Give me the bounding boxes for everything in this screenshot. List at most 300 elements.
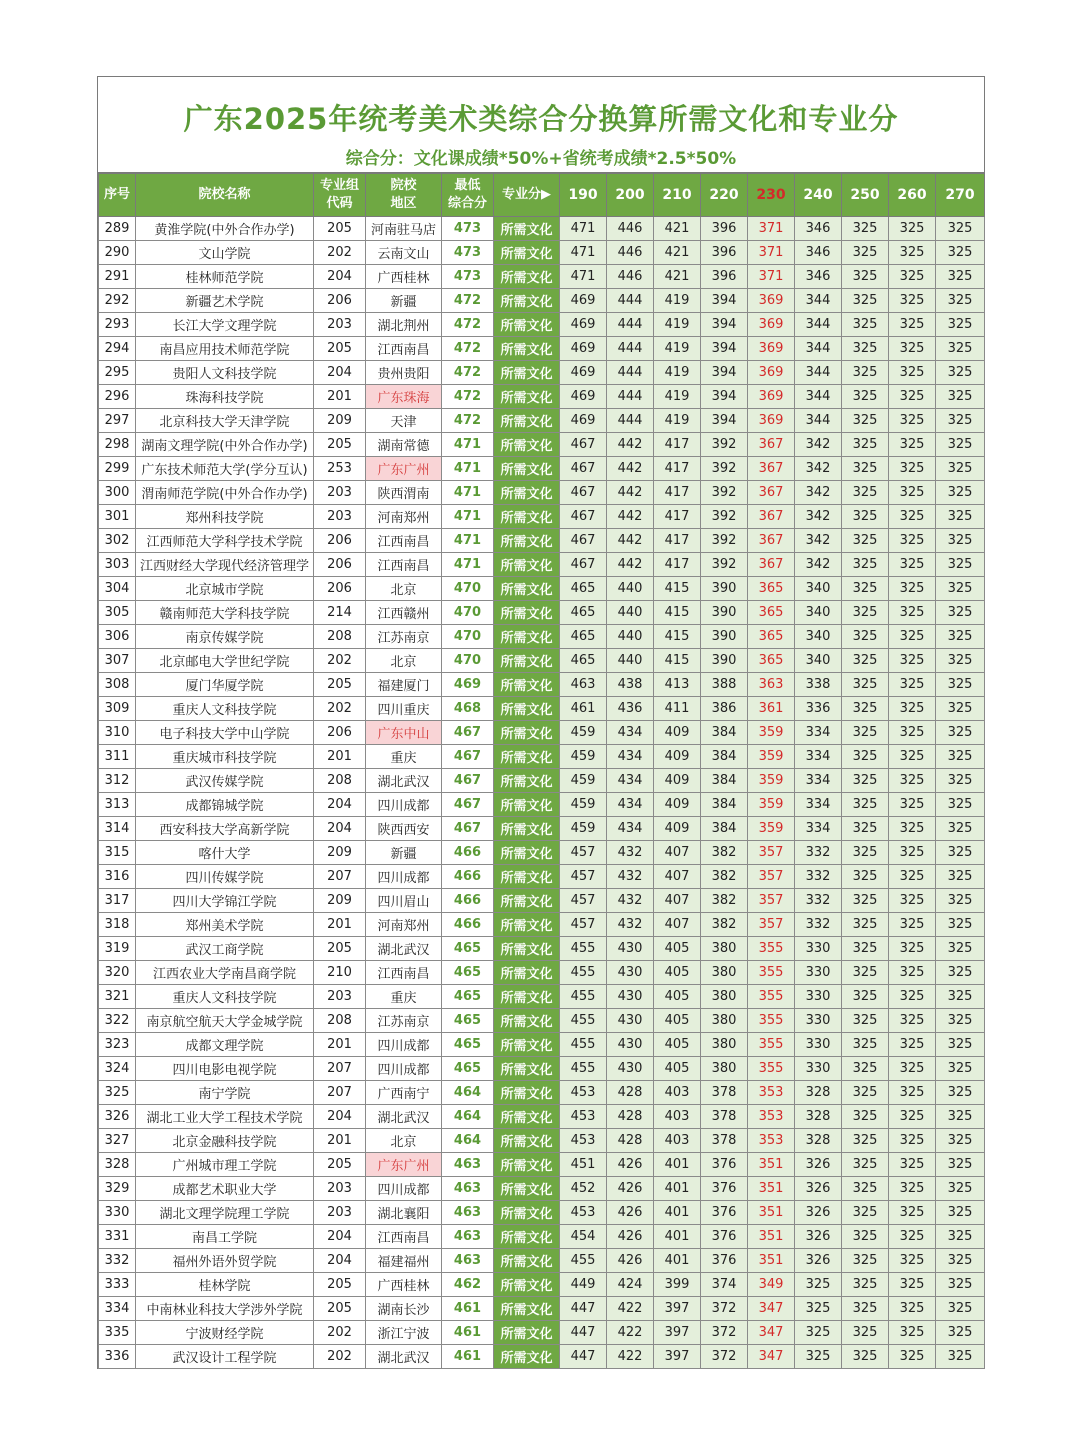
culture-score-200: 430	[607, 937, 654, 961]
table-row	[99, 361, 985, 385]
culture-score-260: 325	[889, 337, 936, 361]
min-composite-score: 472	[442, 337, 494, 361]
culture-score-270: 325	[936, 361, 985, 385]
culture-score-200: 426	[607, 1177, 654, 1201]
culture-score-270: 325	[936, 1321, 985, 1345]
culture-score-240: 344	[795, 361, 842, 385]
culture-score-240: 325	[795, 1273, 842, 1297]
culture-score-250: 325	[842, 217, 889, 241]
culture-score-200: 440	[607, 577, 654, 601]
table-row	[99, 1105, 985, 1129]
culture-score-210: 409	[654, 817, 701, 841]
table-row	[99, 625, 985, 649]
header-score-270: 270	[936, 174, 985, 217]
culture-score-210: 413	[654, 673, 701, 697]
culture-score-210: 417	[654, 529, 701, 553]
culture-score-220: 382	[701, 913, 748, 937]
culture-score-230: 371	[748, 217, 795, 241]
school-region: 河南郑州	[366, 913, 442, 937]
culture-score-260: 325	[889, 1009, 936, 1033]
culture-score-260: 325	[889, 289, 936, 313]
culture-score-270: 325	[936, 529, 985, 553]
school-name: 贵阳人文科技学院	[136, 361, 314, 385]
culture-score-220: 394	[701, 337, 748, 361]
need-culture-label: 所需文化	[494, 721, 560, 745]
culture-score-260: 325	[889, 433, 936, 457]
culture-score-260: 325	[889, 937, 936, 961]
min-composite-score: 466	[442, 889, 494, 913]
culture-score-270: 325	[936, 1129, 985, 1153]
row-index: 330	[99, 1201, 136, 1225]
culture-score-220: 380	[701, 937, 748, 961]
school-name: 成都文理学院	[136, 1033, 314, 1057]
header-major-label: 专业分▶	[494, 174, 560, 217]
culture-score-230: 359	[748, 817, 795, 841]
culture-score-210: 419	[654, 361, 701, 385]
school-region: 福建福州	[366, 1249, 442, 1273]
culture-score-220: 394	[701, 313, 748, 337]
row-index: 294	[99, 337, 136, 361]
school-name: 湖北工业大学工程技术学院	[136, 1105, 314, 1129]
culture-score-220: 384	[701, 769, 748, 793]
culture-score-250: 325	[842, 601, 889, 625]
school-region: 河南郑州	[366, 505, 442, 529]
culture-score-200: 432	[607, 841, 654, 865]
culture-score-260: 325	[889, 1201, 936, 1225]
culture-score-260: 325	[889, 1057, 936, 1081]
table-row	[99, 793, 985, 817]
culture-score-190: 459	[560, 745, 607, 769]
school-name: 重庆人文科技学院	[136, 697, 314, 721]
min-composite-score: 471	[442, 457, 494, 481]
culture-score-230: 353	[748, 1081, 795, 1105]
row-index: 317	[99, 889, 136, 913]
min-composite-score: 465	[442, 1057, 494, 1081]
group-code: 204	[314, 361, 366, 385]
culture-score-230: 365	[748, 577, 795, 601]
culture-score-250: 325	[842, 553, 889, 577]
culture-score-270: 325	[936, 433, 985, 457]
culture-score-260: 325	[889, 241, 936, 265]
group-code: 201	[314, 913, 366, 937]
school-region: 新疆	[366, 289, 442, 313]
culture-score-190: 467	[560, 433, 607, 457]
culture-score-270: 325	[936, 1273, 985, 1297]
culture-score-250: 325	[842, 721, 889, 745]
culture-score-200: 442	[607, 553, 654, 577]
culture-score-190: 465	[560, 601, 607, 625]
group-code: 204	[314, 1225, 366, 1249]
row-index: 310	[99, 721, 136, 745]
culture-score-270: 325	[936, 865, 985, 889]
min-composite-score: 471	[442, 553, 494, 577]
culture-score-190: 459	[560, 793, 607, 817]
row-index: 306	[99, 625, 136, 649]
culture-score-240: 332	[795, 889, 842, 913]
culture-score-200: 446	[607, 241, 654, 265]
table-row	[99, 1081, 985, 1105]
culture-score-190: 447	[560, 1321, 607, 1345]
need-culture-label: 所需文化	[494, 1081, 560, 1105]
culture-score-270: 325	[936, 1345, 985, 1369]
culture-score-210: 409	[654, 721, 701, 745]
group-code: 209	[314, 889, 366, 913]
culture-score-260: 325	[889, 1345, 936, 1369]
min-composite-score: 463	[442, 1225, 494, 1249]
need-culture-label: 所需文化	[494, 217, 560, 241]
culture-score-210: 417	[654, 433, 701, 457]
row-index: 320	[99, 961, 136, 985]
culture-score-270: 325	[936, 505, 985, 529]
culture-score-230: 355	[748, 961, 795, 985]
culture-score-250: 325	[842, 409, 889, 433]
culture-score-210: 419	[654, 313, 701, 337]
culture-score-210: 403	[654, 1129, 701, 1153]
culture-score-250: 325	[842, 1345, 889, 1369]
culture-score-190: 467	[560, 505, 607, 529]
culture-score-210: 409	[654, 793, 701, 817]
row-index: 309	[99, 697, 136, 721]
school-region: 湖北襄阳	[366, 1201, 442, 1225]
culture-score-220: 378	[701, 1081, 748, 1105]
culture-score-220: 392	[701, 481, 748, 505]
culture-score-200: 432	[607, 889, 654, 913]
need-culture-label: 所需文化	[494, 697, 560, 721]
school-name: 江西财经大学现代经济管理学	[136, 553, 314, 577]
school-name: 广州城市理工学院	[136, 1153, 314, 1177]
culture-score-190: 471	[560, 265, 607, 289]
need-culture-label: 所需文化	[494, 673, 560, 697]
culture-score-270: 325	[936, 673, 985, 697]
culture-score-220: 378	[701, 1129, 748, 1153]
culture-score-250: 325	[842, 1081, 889, 1105]
row-index: 326	[99, 1105, 136, 1129]
school-region: 重庆	[366, 985, 442, 1009]
need-culture-label: 所需文化	[494, 937, 560, 961]
culture-score-210: 399	[654, 1273, 701, 1297]
table-row	[99, 289, 985, 313]
group-code: 201	[314, 1129, 366, 1153]
culture-score-200: 424	[607, 1273, 654, 1297]
school-name: 赣南师范大学科技学院	[136, 601, 314, 625]
culture-score-270: 325	[936, 289, 985, 313]
culture-score-240: 330	[795, 937, 842, 961]
culture-score-260: 325	[889, 553, 936, 577]
culture-score-220: 372	[701, 1321, 748, 1345]
need-culture-label: 所需文化	[494, 841, 560, 865]
culture-score-260: 325	[889, 265, 936, 289]
culture-score-250: 325	[842, 625, 889, 649]
school-name: 武汉传媒学院	[136, 769, 314, 793]
culture-score-250: 325	[842, 745, 889, 769]
min-composite-score: 464	[442, 1081, 494, 1105]
culture-score-260: 325	[889, 313, 936, 337]
school-name: 新疆艺术学院	[136, 289, 314, 313]
header-score-240: 240	[795, 174, 842, 217]
group-code: 205	[314, 937, 366, 961]
culture-score-250: 325	[842, 937, 889, 961]
culture-score-210: 417	[654, 553, 701, 577]
culture-score-190: 455	[560, 1033, 607, 1057]
culture-score-250: 325	[842, 1129, 889, 1153]
row-index: 319	[99, 937, 136, 961]
table-row	[99, 601, 985, 625]
row-index: 299	[99, 457, 136, 481]
group-code: 204	[314, 817, 366, 841]
culture-score-220: 396	[701, 217, 748, 241]
culture-score-220: 396	[701, 265, 748, 289]
culture-score-220: 376	[701, 1177, 748, 1201]
culture-score-250: 325	[842, 313, 889, 337]
culture-score-230: 359	[748, 721, 795, 745]
group-code: 207	[314, 1057, 366, 1081]
culture-score-220: 392	[701, 529, 748, 553]
need-culture-label: 所需文化	[494, 985, 560, 1009]
min-composite-score: 465	[442, 985, 494, 1009]
table-row	[99, 409, 985, 433]
culture-score-250: 325	[842, 361, 889, 385]
culture-score-220: 390	[701, 649, 748, 673]
header-row	[99, 174, 985, 217]
school-region: 河南驻马店	[366, 217, 442, 241]
row-index: 318	[99, 913, 136, 937]
need-culture-label: 所需文化	[494, 553, 560, 577]
min-composite-score: 466	[442, 913, 494, 937]
culture-score-230: 351	[748, 1201, 795, 1225]
table-row	[99, 577, 985, 601]
school-name: 北京城市学院	[136, 577, 314, 601]
culture-score-230: 349	[748, 1273, 795, 1297]
school-region: 湖北武汉	[366, 937, 442, 961]
culture-score-190: 467	[560, 481, 607, 505]
culture-score-200: 442	[607, 457, 654, 481]
need-culture-label: 所需文化	[494, 577, 560, 601]
school-region: 四川眉山	[366, 889, 442, 913]
culture-score-210: 421	[654, 217, 701, 241]
culture-score-220: 376	[701, 1225, 748, 1249]
culture-score-220: 376	[701, 1249, 748, 1273]
school-region: 北京	[366, 649, 442, 673]
culture-score-260: 325	[889, 649, 936, 673]
culture-score-200: 428	[607, 1081, 654, 1105]
culture-score-190: 465	[560, 577, 607, 601]
culture-score-270: 325	[936, 1081, 985, 1105]
need-culture-label: 所需文化	[494, 433, 560, 457]
group-code: 208	[314, 1009, 366, 1033]
culture-score-220: 384	[701, 721, 748, 745]
school-name: 广东技术师范大学(学分互认)	[136, 457, 314, 481]
min-composite-score: 473	[442, 217, 494, 241]
culture-score-250: 325	[842, 337, 889, 361]
need-culture-label: 所需文化	[494, 337, 560, 361]
culture-score-230: 351	[748, 1153, 795, 1177]
culture-score-190: 453	[560, 1201, 607, 1225]
group-code: 210	[314, 961, 366, 985]
culture-score-220: 392	[701, 457, 748, 481]
min-composite-score: 470	[442, 625, 494, 649]
min-composite-score: 471	[442, 529, 494, 553]
culture-score-270: 325	[936, 793, 985, 817]
min-composite-score: 469	[442, 673, 494, 697]
culture-score-220: 392	[701, 433, 748, 457]
culture-score-270: 325	[936, 985, 985, 1009]
school-name: 重庆人文科技学院	[136, 985, 314, 1009]
culture-score-220: 380	[701, 1057, 748, 1081]
row-index: 290	[99, 241, 136, 265]
culture-score-190: 447	[560, 1297, 607, 1321]
culture-score-260: 325	[889, 217, 936, 241]
header-score-250: 250	[842, 174, 889, 217]
school-region: 广东中山	[366, 721, 442, 745]
min-composite-score: 463	[442, 1249, 494, 1273]
row-index: 296	[99, 385, 136, 409]
culture-score-200: 442	[607, 505, 654, 529]
culture-score-230: 355	[748, 1009, 795, 1033]
culture-score-200: 442	[607, 481, 654, 505]
min-composite-score: 466	[442, 865, 494, 889]
culture-score-230: 347	[748, 1345, 795, 1369]
culture-score-260: 325	[889, 1033, 936, 1057]
culture-score-190: 465	[560, 649, 607, 673]
school-name: 重庆城市科技学院	[136, 745, 314, 769]
group-code: 206	[314, 553, 366, 577]
min-composite-score: 464	[442, 1129, 494, 1153]
culture-score-240: 330	[795, 985, 842, 1009]
school-name: 成都艺术职业大学	[136, 1177, 314, 1201]
min-composite-score: 471	[442, 505, 494, 529]
culture-score-190: 453	[560, 1105, 607, 1129]
row-index: 316	[99, 865, 136, 889]
culture-score-220: 374	[701, 1273, 748, 1297]
culture-score-240: 332	[795, 913, 842, 937]
culture-score-270: 325	[936, 241, 985, 265]
school-region: 广东广州	[366, 1153, 442, 1177]
culture-score-190: 455	[560, 961, 607, 985]
school-region: 云南文山	[366, 241, 442, 265]
culture-score-270: 325	[936, 1177, 985, 1201]
need-culture-label: 所需文化	[494, 1345, 560, 1369]
culture-score-270: 325	[936, 889, 985, 913]
culture-score-240: 346	[795, 241, 842, 265]
table-row	[99, 217, 985, 241]
culture-score-240: 334	[795, 769, 842, 793]
school-name: 南昌工学院	[136, 1225, 314, 1249]
culture-score-210: 401	[654, 1225, 701, 1249]
culture-score-240: 342	[795, 505, 842, 529]
culture-score-240: 346	[795, 217, 842, 241]
school-name: 北京邮电大学世纪学院	[136, 649, 314, 673]
culture-score-270: 325	[936, 721, 985, 745]
need-culture-label: 所需文化	[494, 1225, 560, 1249]
culture-score-240: 342	[795, 433, 842, 457]
culture-score-240: 344	[795, 385, 842, 409]
culture-score-260: 325	[889, 889, 936, 913]
row-index: 300	[99, 481, 136, 505]
group-code: 207	[314, 1081, 366, 1105]
culture-score-240: 344	[795, 313, 842, 337]
need-culture-label: 所需文化	[494, 1033, 560, 1057]
min-composite-score: 467	[442, 745, 494, 769]
culture-score-200: 446	[607, 217, 654, 241]
culture-score-250: 325	[842, 1249, 889, 1273]
culture-score-270: 325	[936, 913, 985, 937]
school-name: 郑州美术学院	[136, 913, 314, 937]
min-composite-score: 466	[442, 841, 494, 865]
culture-score-190: 469	[560, 361, 607, 385]
table-row	[99, 769, 985, 793]
school-region: 四川成都	[366, 1033, 442, 1057]
culture-score-260: 325	[889, 457, 936, 481]
culture-score-230: 347	[748, 1297, 795, 1321]
min-composite-score: 467	[442, 769, 494, 793]
culture-score-240: 328	[795, 1129, 842, 1153]
table-body	[99, 217, 985, 1369]
culture-score-200: 426	[607, 1201, 654, 1225]
table-row	[99, 985, 985, 1009]
row-index: 315	[99, 841, 136, 865]
culture-score-260: 325	[889, 481, 936, 505]
culture-score-210: 397	[654, 1345, 701, 1369]
row-index: 311	[99, 745, 136, 769]
culture-score-220: 390	[701, 577, 748, 601]
min-composite-score: 463	[442, 1201, 494, 1225]
culture-score-260: 325	[889, 1225, 936, 1249]
table-row	[99, 505, 985, 529]
group-code: 202	[314, 697, 366, 721]
culture-score-240: 325	[795, 1297, 842, 1321]
culture-score-230: 355	[748, 985, 795, 1009]
culture-score-200: 444	[607, 289, 654, 313]
need-culture-label: 所需文化	[494, 1249, 560, 1273]
header-score-210: 210	[654, 174, 701, 217]
culture-score-250: 325	[842, 1033, 889, 1057]
row-index: 329	[99, 1177, 136, 1201]
culture-score-200: 444	[607, 385, 654, 409]
culture-score-190: 469	[560, 289, 607, 313]
school-region: 四川成都	[366, 865, 442, 889]
culture-score-210: 421	[654, 241, 701, 265]
table-row	[99, 529, 985, 553]
culture-score-190: 457	[560, 865, 607, 889]
table-row	[99, 841, 985, 865]
need-culture-label: 所需文化	[494, 361, 560, 385]
row-index: 336	[99, 1345, 136, 1369]
culture-score-250: 325	[842, 385, 889, 409]
need-culture-label: 所需文化	[494, 793, 560, 817]
culture-score-260: 325	[889, 793, 936, 817]
culture-score-250: 325	[842, 241, 889, 265]
row-index: 335	[99, 1321, 136, 1345]
culture-score-190: 469	[560, 337, 607, 361]
culture-score-260: 325	[889, 1105, 936, 1129]
min-composite-score: 472	[442, 313, 494, 337]
school-name: 南京传媒学院	[136, 625, 314, 649]
culture-score-270: 325	[936, 385, 985, 409]
culture-score-250: 325	[842, 817, 889, 841]
group-code: 209	[314, 409, 366, 433]
culture-score-260: 325	[889, 1273, 936, 1297]
min-composite-score: 473	[442, 241, 494, 265]
group-code: 208	[314, 769, 366, 793]
min-composite-score: 467	[442, 817, 494, 841]
min-composite-score: 461	[442, 1321, 494, 1345]
school-region: 四川重庆	[366, 697, 442, 721]
culture-score-250: 325	[842, 433, 889, 457]
table-row	[99, 721, 985, 745]
culture-score-270: 325	[936, 1249, 985, 1273]
culture-score-220: 392	[701, 553, 748, 577]
culture-score-210: 409	[654, 745, 701, 769]
